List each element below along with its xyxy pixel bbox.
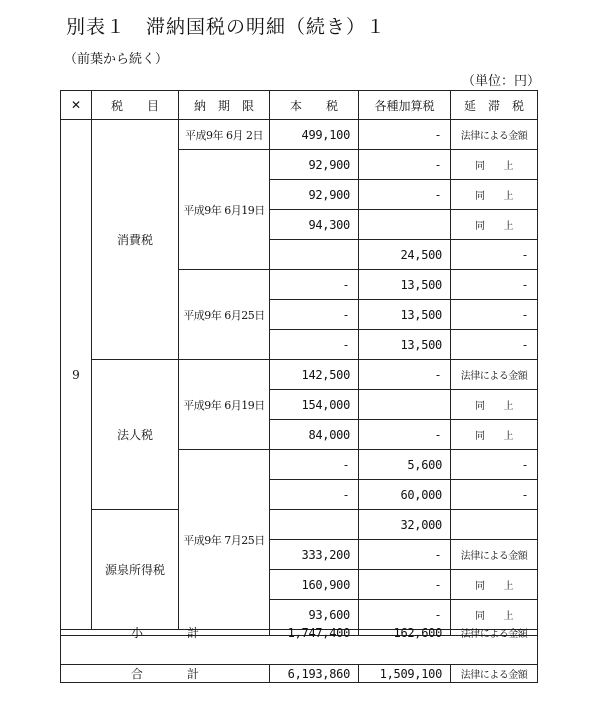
principal-cell: -: [270, 450, 359, 480]
additional-cell: 60,000: [359, 480, 451, 510]
delinquent-cell: 法律による金額: [451, 360, 538, 390]
principal-cell: 333,200: [270, 540, 359, 570]
due-date: 平成9年 6月19日: [179, 360, 270, 450]
principal-cell: [270, 240, 359, 270]
subtotal-label-a: 小: [131, 626, 144, 640]
header-due-date: 納 期 限: [179, 90, 270, 120]
principal-cell: 160,900: [270, 570, 359, 600]
principal-cell: 499,100: [270, 120, 359, 150]
subtotal-delinquent: 法律による金額: [451, 630, 538, 636]
page-title: 別表１ 滞納国税の明細（続き）１: [66, 16, 387, 38]
additional-cell: -: [359, 420, 451, 450]
delinquent-cell: 同 上: [451, 180, 538, 210]
principal-cell: -: [270, 270, 359, 300]
total-label: [60, 665, 270, 683]
principal-cell: 84,000: [270, 420, 359, 450]
total-label-b: 計: [186, 667, 199, 681]
total-principal: 6,193,860: [270, 665, 359, 683]
additional-cell: -: [359, 150, 451, 180]
additional-cell: -: [359, 540, 451, 570]
additional-cell: -: [359, 600, 451, 630]
additional-cell: 13,500: [359, 300, 451, 330]
principal-cell: 154,000: [270, 390, 359, 420]
subtotal-label-b: 計: [186, 626, 199, 640]
delinquent-cell: 同 上: [451, 390, 538, 420]
principal-cell: 92,900: [270, 150, 359, 180]
additional-cell: 5,600: [359, 450, 451, 480]
additional-cell: [359, 390, 451, 420]
due-date: 平成9年 7月25日: [179, 450, 270, 630]
total-delinquent: 法律による金額: [451, 665, 538, 683]
due-date: 平成9年 6月19日: [179, 150, 270, 270]
principal-cell: [270, 510, 359, 540]
principal-cell: 92,900: [270, 180, 359, 210]
delinquent-cell: 同 上: [451, 420, 538, 450]
delinquent-cell: -: [451, 450, 538, 480]
continued-note: （前葉から続く）: [64, 52, 169, 67]
tax-item-withholding: 源泉所得税: [92, 510, 179, 630]
delinquent-cell: -: [451, 240, 538, 270]
subtotal-principal: 1,747,400: [270, 630, 359, 636]
additional-cell: -: [359, 360, 451, 390]
delinquent-cell: -: [451, 330, 538, 360]
delinquent-cell: -: [451, 300, 538, 330]
header-number: ✕: [60, 90, 92, 120]
principal-cell: -: [270, 330, 359, 360]
principal-cell: -: [270, 480, 359, 510]
delinquent-cell: -: [451, 270, 538, 300]
due-date: 平成9年 6月 2日: [179, 120, 270, 150]
delinquent-cell: [451, 510, 538, 540]
tax-table: [60, 90, 538, 679]
group-number: 9: [60, 120, 92, 630]
unit-label: （単位：円）: [461, 74, 540, 89]
additional-cell: 13,500: [359, 270, 451, 300]
additional-cell: [359, 210, 451, 240]
tax-item-corporate: 法人税: [92, 360, 179, 510]
header-principal: 本 税: [270, 90, 359, 120]
delinquent-cell: -: [451, 480, 538, 510]
delinquent-cell: 同 上: [451, 570, 538, 600]
row-separator: [60, 636, 538, 665]
header-additional: 各種加算税: [359, 90, 451, 120]
additional-cell: -: [359, 180, 451, 210]
delinquent-cell: 法律による金額: [451, 540, 538, 570]
principal-cell: 94,300: [270, 210, 359, 240]
delinquent-cell: 同 上: [451, 600, 538, 630]
header-delinquent: 延 滞 税: [451, 90, 538, 120]
delinquent-cell: 同 上: [451, 210, 538, 240]
principal-cell: -: [270, 300, 359, 330]
total-additional: 1,509,100: [359, 665, 451, 683]
principal-cell: 142,500: [270, 360, 359, 390]
delinquent-cell: 同 上: [451, 150, 538, 180]
subtotal-additional: 162,600: [359, 630, 451, 636]
additional-cell: 24,500: [359, 240, 451, 270]
additional-cell: -: [359, 120, 451, 150]
due-date: 平成9年 6月25日: [179, 270, 270, 360]
principal-cell: 93,600: [270, 600, 359, 630]
additional-cell: 13,500: [359, 330, 451, 360]
delinquent-cell: 法律による金額: [451, 120, 538, 150]
additional-cell: 32,000: [359, 510, 451, 540]
additional-cell: -: [359, 570, 451, 600]
tax-item-consumption: 消費税: [92, 120, 179, 360]
total-label-a: 合: [131, 667, 144, 681]
header-tax-item: 税 目: [92, 90, 179, 120]
